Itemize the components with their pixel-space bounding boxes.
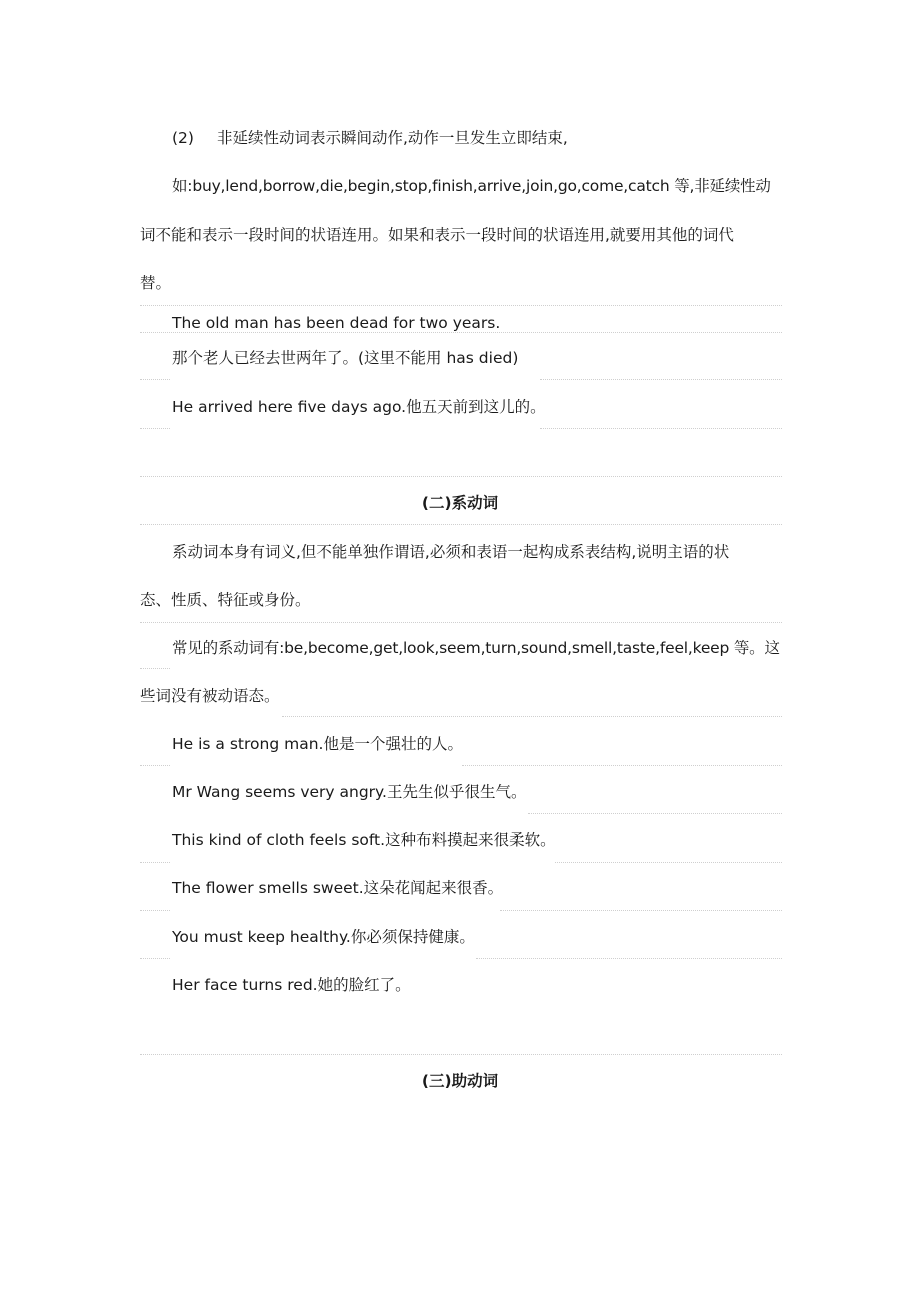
- dotted-rule: [282, 716, 782, 717]
- nonduration-heading-line: [172, 128, 568, 148]
- example-sentence: 那个老人已经去世两年了。(这里不能用 has died): [172, 349, 519, 367]
- auxiliary-verbs-heading: (三)助动词: [421, 1072, 499, 1090]
- dotted-rule: [140, 668, 170, 669]
- example-sentence: Her face turns red.她的脸红了。: [172, 976, 411, 994]
- linking-para1-line-2: 态、性质、特征或身份。: [140, 591, 311, 609]
- dotted-rule: [462, 765, 782, 766]
- item-number: (2): [172, 129, 194, 147]
- dotted-rule: [540, 428, 782, 429]
- linking-para2-line-2: 些词没有被动语态。: [140, 687, 280, 705]
- dotted-rule: [140, 862, 170, 863]
- example-sentence: Mr Wang seems very angry.王先生似乎很生气。: [172, 783, 527, 801]
- linking-para2-line-1: 常见的系动词有:be,become,get,look,seem,turn,sound,smell,taste,feel,keep 等。这: [172, 639, 780, 657]
- dotted-rule: [476, 958, 782, 959]
- example-sentence: The old man has been dead for two years.: [172, 314, 501, 332]
- dotted-rule: [140, 379, 170, 380]
- nonduration-heading-text: 非延续性动词表示瞬间动作,动作一旦发生立即结束,: [217, 129, 568, 147]
- dotted-rule: [140, 765, 170, 766]
- example-sentence: This kind of cloth feels soft.这种布料摸起来很柔软。: [172, 831, 556, 849]
- dotted-rule: [555, 862, 782, 863]
- linking-verbs-heading: (二)系动词: [421, 494, 499, 512]
- dotted-rule: [140, 524, 782, 525]
- nonduration-para-line-1: 如:buy,lend,borrow,die,begin,stop,finish,arrive,join,go,come,catch 等,非延续性动: [172, 177, 771, 195]
- nonduration-para-line-2: 词不能和表示一段时间的状语连用。如果和表示一段时间的状语连用,就要用其他的词代: [140, 226, 734, 244]
- nonduration-para-line-3: 替。: [140, 274, 172, 292]
- example-sentence: You must keep healthy.你必须保持健康。: [172, 928, 475, 946]
- dotted-rule: [140, 1054, 782, 1055]
- dotted-rule: [140, 622, 782, 623]
- dotted-rule: [500, 910, 782, 911]
- example-sentence: He arrived here five days ago.他五天前到这儿的。: [172, 398, 546, 416]
- dotted-rule: [140, 910, 170, 911]
- dotted-rule: [140, 476, 782, 477]
- dotted-rule: [140, 305, 782, 306]
- dotted-rule: [540, 379, 782, 380]
- dotted-rule: [528, 813, 782, 814]
- example-sentence: The flower smells sweet.这朵花闻起来很香。: [172, 879, 504, 897]
- example-sentence: He is a strong man.他是一个强壮的人。: [172, 735, 463, 753]
- dotted-rule: [140, 958, 170, 959]
- dotted-rule: [140, 428, 170, 429]
- linking-para1-line-1: 系动词本身有词义,但不能单独作谓语,必须和表语一起构成系表结构,说明主语的状: [172, 543, 730, 561]
